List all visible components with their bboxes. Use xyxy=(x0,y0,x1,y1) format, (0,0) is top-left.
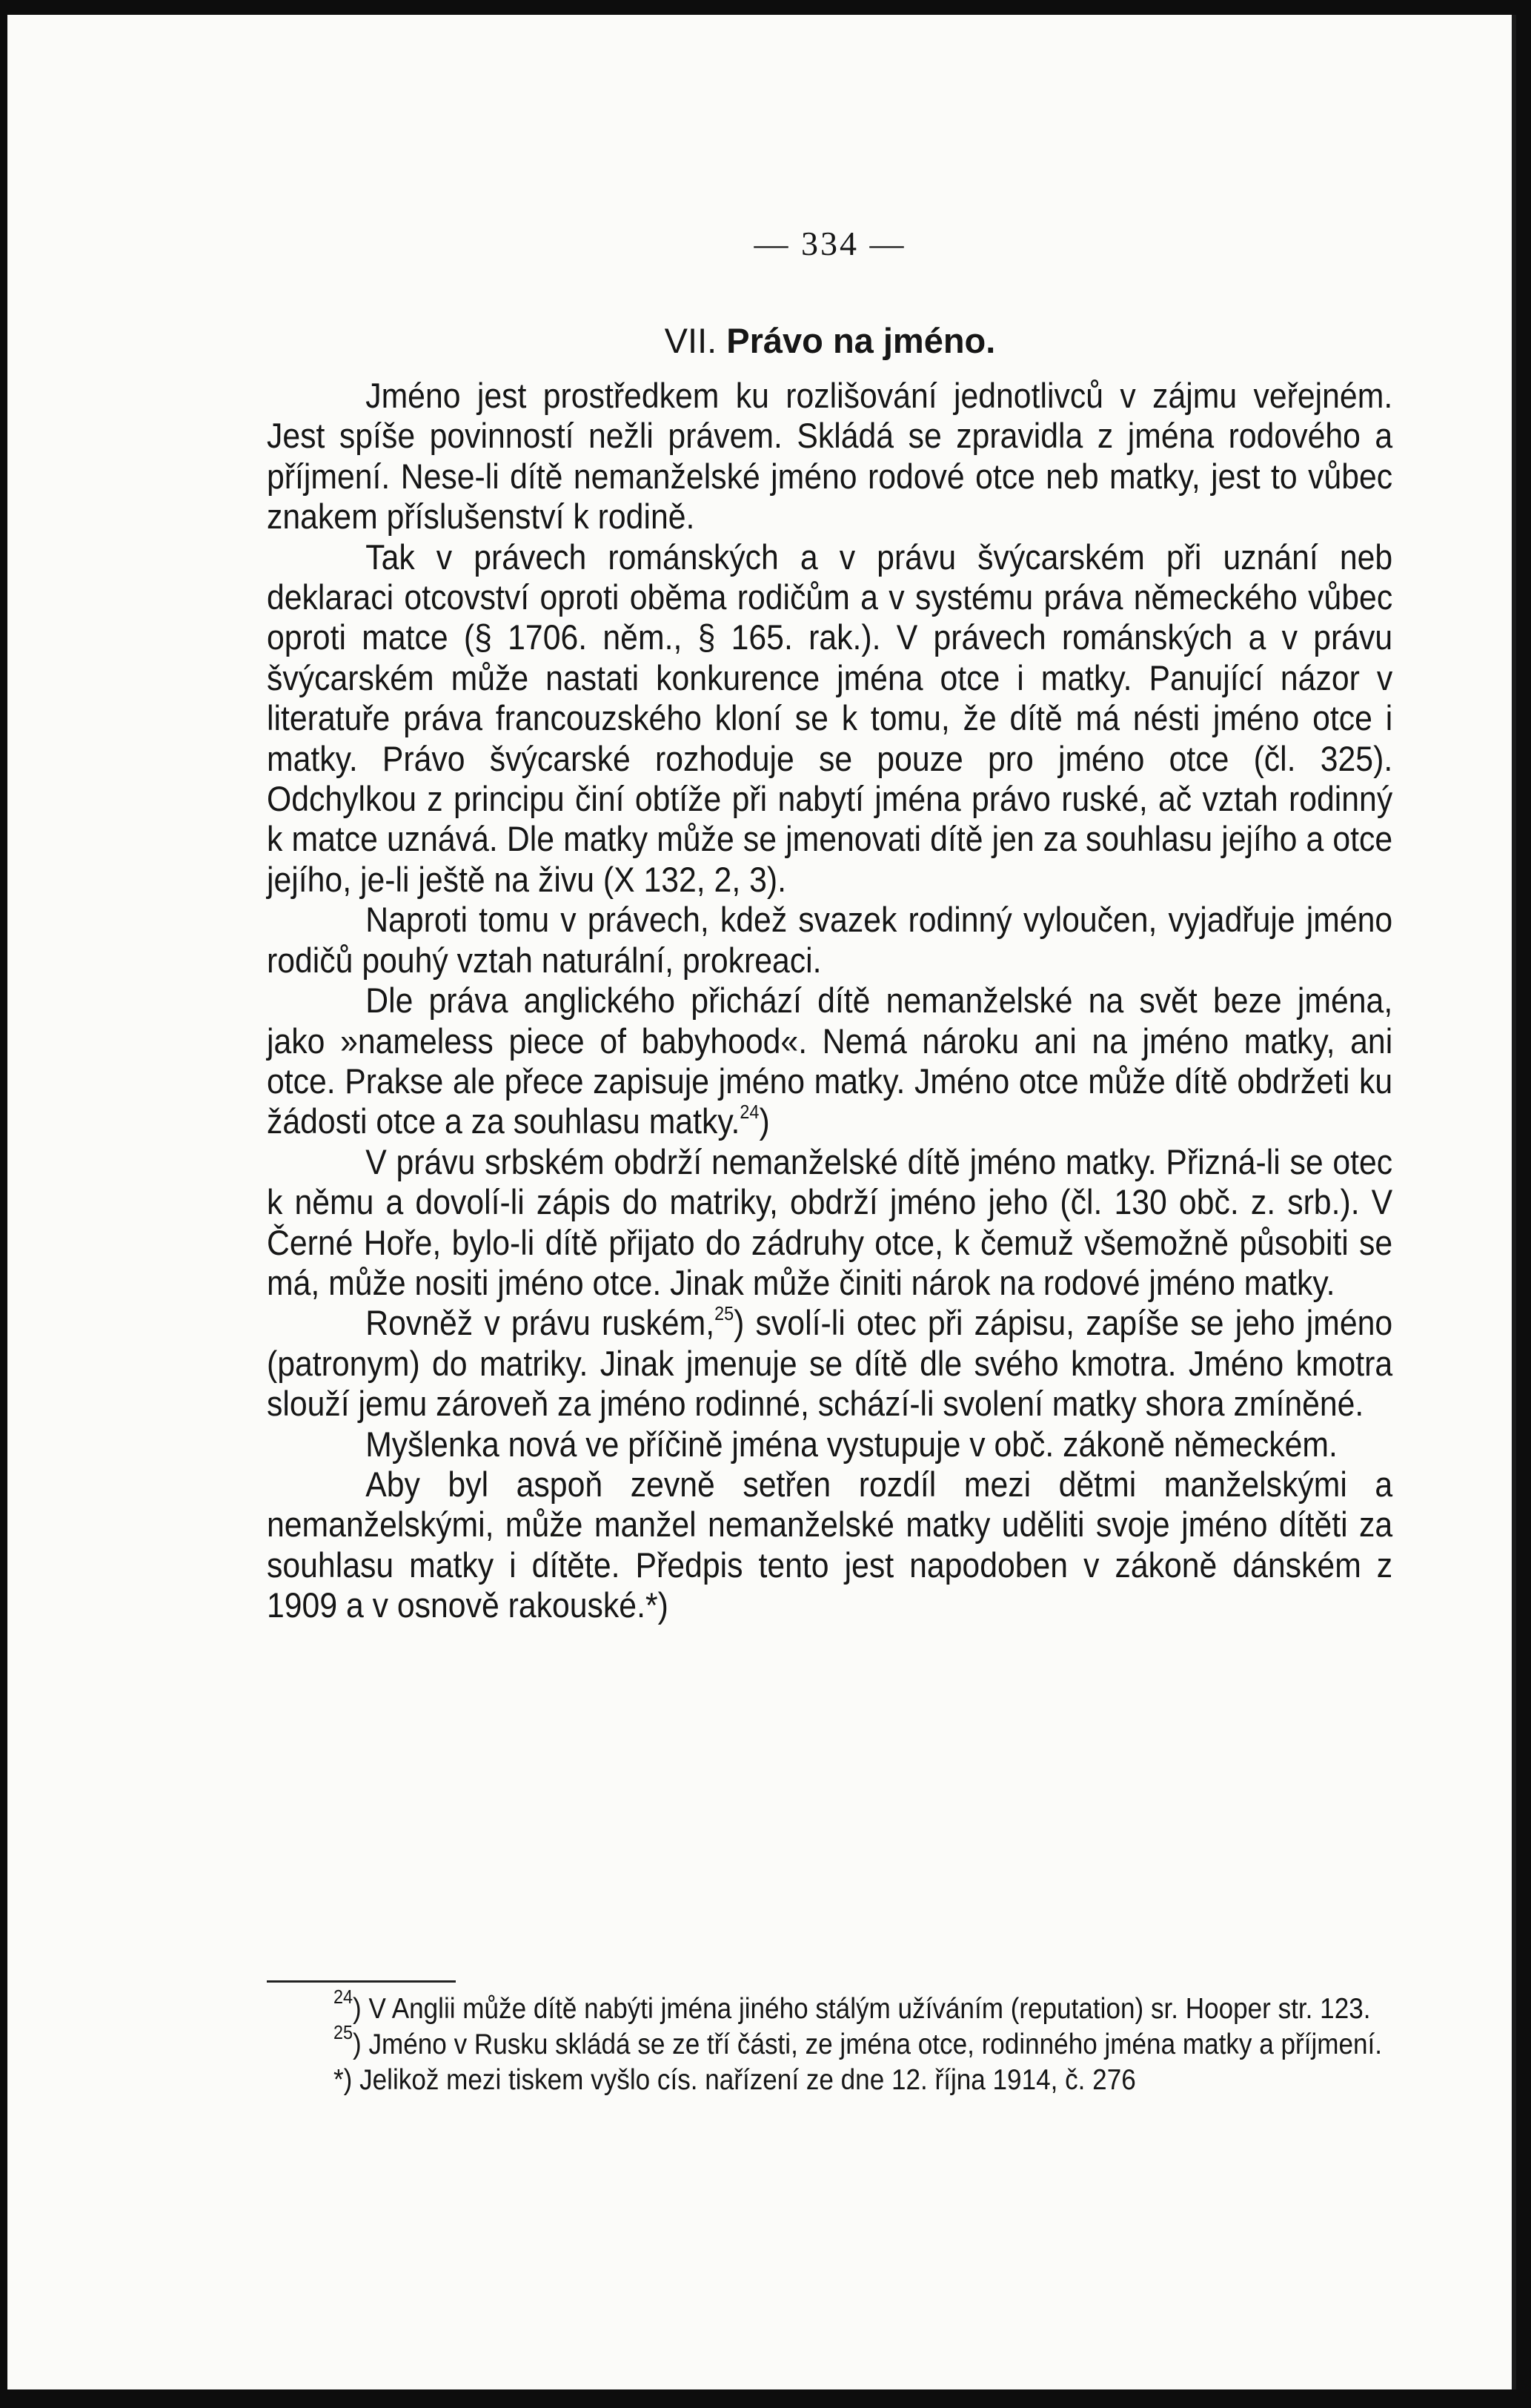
footnote-mark: 24 xyxy=(333,1986,353,2008)
footnote xyxy=(267,2063,1392,2097)
footnote-ref-paren: ) xyxy=(734,1304,745,1344)
paragraph: V právu srbském obdrží nemanželské dítě jméno matky. Přizná-li se otec k němu a dovolí-li zápis do matriky, obdrží jméno jeho (čl. 130 obč. z. srb.). V Černé Hoře, bylo-li dítě přijato do zádruhy otce, k čemuž všemožně působiti se má, může nositi jméno otce. Jinak může činiti nárok na rodové jméno matky. xyxy=(267,1142,1393,1303)
section-title xyxy=(267,320,1393,361)
section-heading: Právo na jméno. xyxy=(726,321,996,360)
footnote-ref: 25 xyxy=(714,1302,734,1325)
footnotes xyxy=(267,1986,1392,2099)
footnote-mark: 25 xyxy=(333,2021,353,2043)
page-edge xyxy=(1512,15,1516,2389)
paragraph: Jméno jest prostředkem ku rozlišování jednotlivců v zájmu veřejném. Jest spíše povinností nežli právem. Skládá se zpravidla z jména rodového a příjmení. Nese-li dítě nemanželské jméno rodové otce neb matky, jest to vůbec znakem příslušenství k rodině. xyxy=(267,377,1393,537)
book-page xyxy=(7,15,1516,2389)
body-text xyxy=(267,377,1392,1627)
section-numeral: VII. xyxy=(664,321,717,360)
paragraph xyxy=(267,1304,1392,1424)
footnote-mark: * xyxy=(333,2064,344,2096)
paragraph-text: svolí-li otec při zápisu, zapíše se jeho jméno (patronym) do matriky. Jinak jmenuje se dítě dle svého kmotra. Jméno kmotra slouží jemu zároveň za jméno rodinné, schází-li svolení matky shora zmíněné. xyxy=(267,1304,1393,1424)
footnote-ref: 24 xyxy=(740,1101,760,1124)
footnote-divider xyxy=(267,1980,456,1983)
footnote xyxy=(267,1986,1392,2026)
paragraph-text: Rovněž v právu ruském, xyxy=(365,1304,715,1344)
paragraph: Naproti tomu v právech, kdež svazek rodinný vyloučen, vyjadřuje jméno rodičů pouhý vztah naturální, prokreaci. xyxy=(267,900,1393,981)
footnote xyxy=(267,2021,1392,2062)
footnote-text: ) V Anglii může dítě nabýti jména jiného stálým užíváním (reputation) sr. Hooper str. 123. xyxy=(353,1993,1371,2025)
paragraph: Myšlenka nová ve příčině jména vystupuje v obč. zákoně německém. xyxy=(365,1424,1338,1465)
paragraph: Tak v právech románských a v právu švýcarském při uznání neb deklaraci otcovství oproti oběma rodičům a v systému práva německého vůbec oproti matce (§ 1706. něm., § 165. rak.). V právech románských a v právu švýcarském může nastati konkurence jména otce i matky. Panující názor v literatuře práva francouzského kloní se k tomu, že dítě má nésti jméno otce i matky. Právo švýcarské rozhoduje se pouze pro jméno otce (čl. 325). Odchylkou z principu činí obtíže při nabytí jména právo ruské, ač vztah rodinný k matce uznává. Dle matky může se jmenovati dítě jen za souhlasu jejího a otce jejího, je-li ještě na živu (X 132, 2, 3). xyxy=(267,537,1393,900)
footnote-text: ) Jméno v Rusku skládá se ze tří části, ze jména otce, rodinného jména matky a příjmení. xyxy=(353,2029,1383,2060)
paragraph-text: Dle práva anglického přichází dítě nemanželské na svět beze jména, jako »nameless piece of babyhood«. Nemá nároku ani na jméno matky, ani otce. Prakse ale přece zapisuje jméno matky. Jméno otce může dítě obdržeti ku žádosti otce a za souhlasu matky. xyxy=(267,981,1393,1142)
paragraph: Aby byl aspoň zevně setřen rozdíl mezi dětmi manželskými a nemanželskými, může manžel nemanželské matky uděliti svoje jméno dítěti za souhlasu matky i dítěte. Předpis tento jest napodoben v zákoně dánském z 1909 a v osnově rakouské.*) xyxy=(267,1465,1393,1626)
footnote-text: ) Jelikož mezi tiskem vyšlo cís. nařízení ze dne 12. října 1914, č. 276 xyxy=(343,2064,1136,2096)
footnote-ref-paren: ) xyxy=(759,1102,770,1142)
paragraph xyxy=(267,981,1392,1143)
page-number: — 334 — xyxy=(754,225,906,262)
